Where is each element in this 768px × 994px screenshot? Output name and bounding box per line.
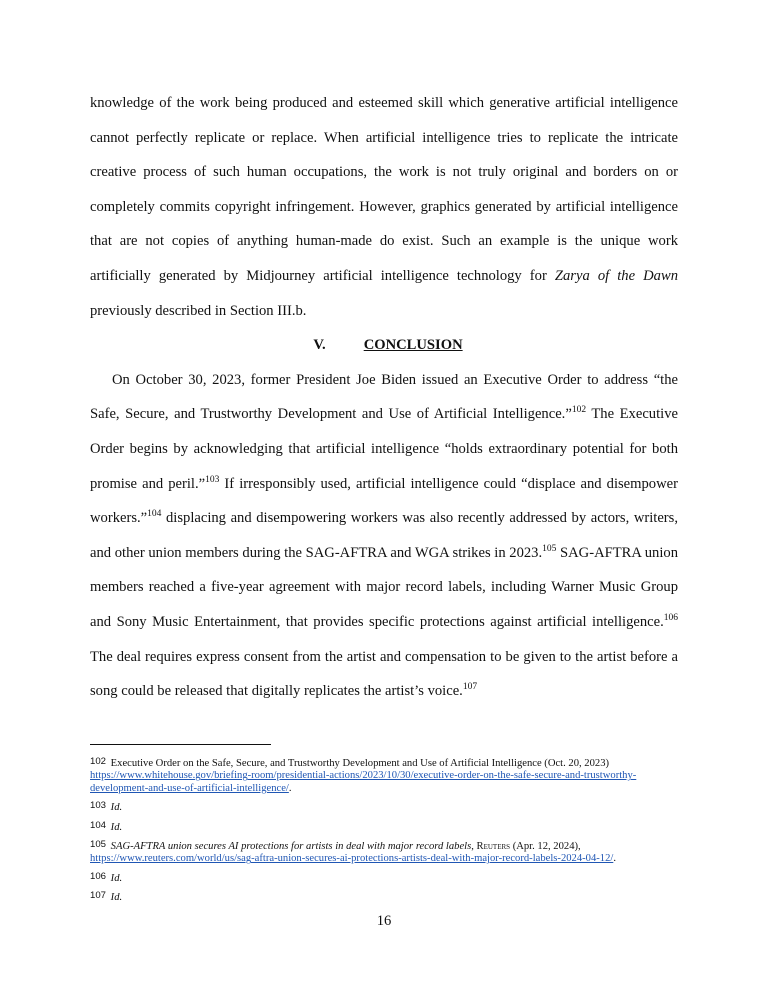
- section-title: CONCLUSION: [363, 337, 463, 354]
- footnote-106: 106 Id.: [90, 870, 123, 884]
- footnote-ref-105[interactable]: 105: [542, 543, 557, 554]
- footnote-107: 107 Id.: [90, 890, 123, 904]
- footnotes: [90, 756, 690, 910]
- section-number: V.: [313, 337, 326, 354]
- case-title: Zarya of the Dawn: [554, 267, 679, 284]
- footnote-ref-102[interactable]: 102: [571, 405, 587, 416]
- footnote-104: 104 Id.: [90, 819, 123, 833]
- source-name: Reuters: [476, 841, 511, 853]
- paragraph-continuation: knowledge of the work being produced and esteemed skill which generative artificial intelligence cannot perfectly replicate or replace. When artificial intelligence tries to replicate the intricate creative process of such human occupations, the work is not truly original and borders on or completely commits copyright infringement. However, graphics generated by artificial intelligence that are not copies of anything human-made do exist. Such an example is the unique work artificially generated by Midjourney artificial intelligence technology for Zarya of the Dawn previously described in Section III.b.: [90, 95, 679, 319]
- footnote-103: 103 Id.: [90, 800, 123, 814]
- page-number: 16: [376, 913, 392, 929]
- footnote-link-reuters[interactable]: https://www.reuters.com/world/us/sag-aftra-union-secures-ai-protections-artists-deal-with-major-record-labels-2024-04-12/: [90, 853, 614, 865]
- section-heading: [90, 328, 678, 363]
- footnote-separator: [90, 744, 271, 745]
- body-text: [90, 86, 678, 709]
- footnote-102: 102 Executive Order on the Safe, Secure, and Trustworthy Development and Use of Artificial Intelligence (Oct. 20, 2023) https://www.whitehouse.gov/briefing-room/presidential-actions/2023/10/30/executive-order-on-the-safe-secure-and-trustworthy-development-and-use-of-artificial-intelligence/.: [90, 756, 637, 794]
- footnote-number: 102: [90, 756, 107, 767]
- footnote-link-whitehouse[interactable]: https://www.whitehouse.gov/briefing-room/presidential-actions/2023/10/30/executive-order-on-the-safe-secure-and-trustworthy-development-and-use-of-artificial-intelligence/: [90, 770, 637, 794]
- footnote-105: 105 SAG-AFTRA union secures AI protections for artists in deal with major record labels, Reuters (Apr. 12, 2024), https://www.reuters.com/world/us/sag-aftra-union-secures-ai-protections-artists-deal-with-major-record-labels-2024-04-12/.: [90, 839, 616, 865]
- footnote-number: 105: [90, 839, 107, 851]
- paragraph-conclusion: On October 30, 2023, former President Joe Biden issued an Executive Order to address “the Safe, Secure, and Trustworthy Development and Use of Artificial Intelligence.”$^{102}$ The Executive Order begins by acknowledging that artificial intelligence “holds extraordinary potential for both promise and peril.”$^{103}$ If irresponsibly used, artificial intelligence could “displace and disempower workers.”$^{104}$ displacing and disempowering workers was also recently addressed by actors, writers, and other union members during the SAG-AFTRA and WGA strikes in 2023.$^{105}$ SAG-AFTRA union members reached a five-year agreement with major record labels, including Warner Music Group and Sony Music Entertainment, that provides specific protections against artificial intelligence.$^{106}$ The deal requires express consent from the artist and compensation to be given to the artist before a song could be released that digitally replicates the artist’s voice.$^{107}$: [90, 371, 678, 700]
- footnote-number: 107: [90, 890, 107, 902]
- footnote-ref-106[interactable]: 106: [663, 612, 678, 623]
- footnote-ref-104[interactable]: 104: [147, 509, 162, 520]
- footnote-ref-103[interactable]: 103: [205, 474, 220, 485]
- footnote-number: 106: [90, 870, 107, 882]
- footnote-ref-107[interactable]: 107: [462, 682, 478, 693]
- footnote-number: 104: [90, 819, 107, 831]
- footnote-number: 103: [90, 800, 107, 812]
